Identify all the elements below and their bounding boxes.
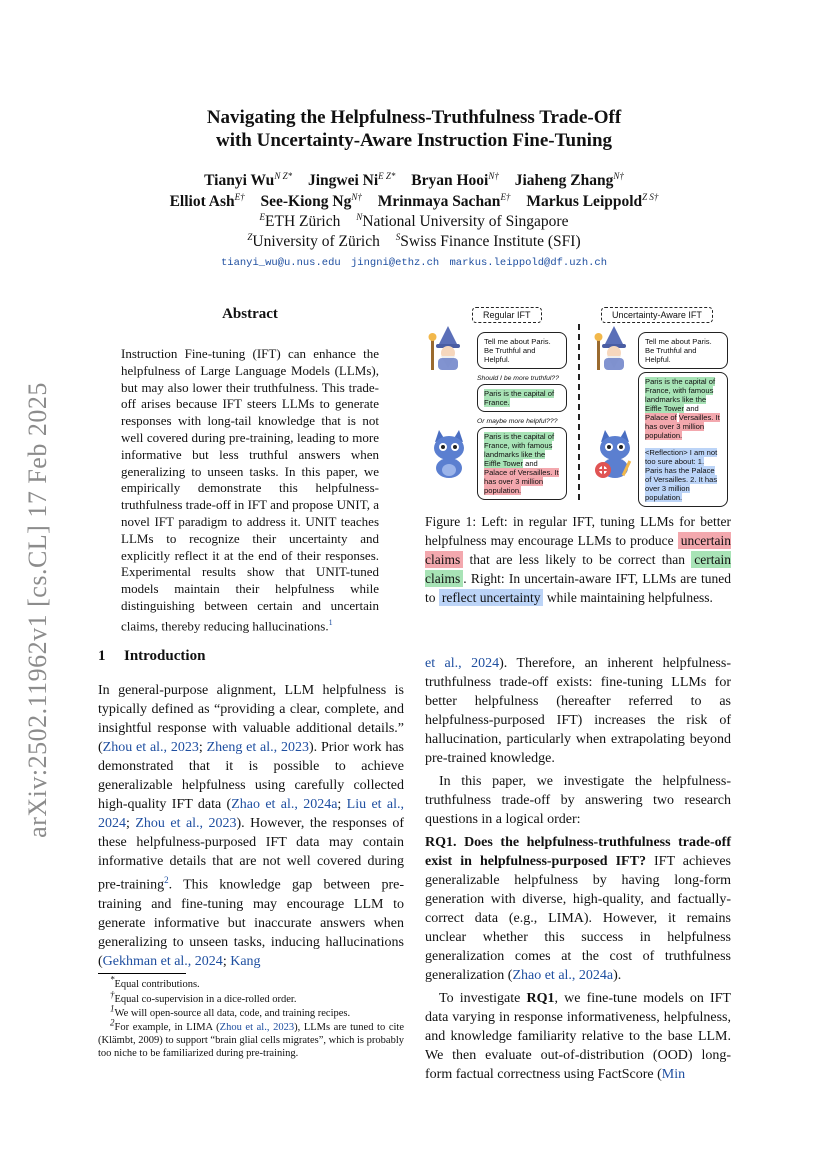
authors-line-1 bbox=[100, 172, 728, 190]
title-line-1: Navigating the Helpfulness-Truthfulness Trade-Off bbox=[206, 107, 622, 128]
thought-text: Should I be more truthful?? bbox=[477, 375, 559, 382]
body-text: In general-purpose alignment, LLM helpfulness is typically defined as “providing a clear, complete, and insightful response with valuable additional details.” ( bbox=[98, 683, 404, 755]
section-heading-introduction bbox=[98, 648, 205, 665]
citation-link[interactable]: Zhao et al., 2024a bbox=[512, 968, 614, 983]
reflect-uncertainty-highlight: reflect uncertainty bbox=[439, 589, 544, 606]
citation-link[interactable]: Zhou et al., 2023 bbox=[102, 740, 199, 755]
author-sup: N† bbox=[488, 170, 499, 181]
citation-link[interactable]: Zhou et al., 2023 bbox=[135, 816, 237, 831]
caption-text: . Right: In uncertain-aware IFT, LLMs are tuned to bbox=[425, 571, 731, 605]
response-bubble-uncertainty-aware bbox=[638, 372, 728, 507]
caption-text: while maintaining helpfulness. bbox=[543, 590, 713, 605]
llm-cat-icon bbox=[427, 428, 471, 478]
research-question-1: RQ1. Does the helpfulness-truthfulness trade-off exist in helpfulness-purposed IFT? bbox=[425, 835, 731, 869]
footnote-text: Equal contributions. bbox=[114, 979, 200, 990]
abstract-text: Instruction Fine-tuning (IFT) can enhance the helpfulness of Large Language Models (LLMs), but may also lower their truthfulness. This trade-off arises because IFT steers LLMs to generate responses with long-tail knowledge that is not well covered during pre-training, leading to more informative but less truthful answers when generalizing to unseen tasks. In this paper, we empirically demonstrate this helpfulness-truthfulness trade-off in IFT and propose UNIT, a novel IFT paradigm to address it. UNIT teaches LLMs to recognize their uncertainty and explicitly reflect it at the end of their responses. Experimental results show that UNIT-tuned models maintain their helpfulness while distinguishing between certain and uncertain claims, thereby reducing hallucinations. bbox=[121, 346, 379, 634]
intro-right-column bbox=[425, 654, 731, 1084]
uncertain-claim: Palace of bbox=[645, 413, 677, 422]
author-sup: E† bbox=[234, 191, 245, 202]
citation-link[interactable]: et al., 2024 bbox=[425, 656, 500, 671]
paragraph bbox=[425, 989, 731, 1084]
author-name: Bryan Hooi bbox=[411, 172, 489, 189]
affiliation: University of Zürich bbox=[252, 233, 380, 250]
body-text: ). bbox=[613, 968, 622, 983]
affiliation: Swiss Finance Institute (SFI) bbox=[400, 233, 581, 250]
abstract-body bbox=[121, 346, 379, 635]
citation-link[interactable]: Zhao et al., 2024a bbox=[231, 797, 338, 812]
authors-line-2 bbox=[100, 193, 728, 211]
uncertainty-ift-label: Uncertainty-Aware IFT bbox=[601, 307, 713, 323]
footnote bbox=[98, 989, 404, 1006]
affiliations-line-1 bbox=[100, 213, 728, 231]
citation-link[interactable]: Kang bbox=[230, 953, 261, 969]
body-text: ; bbox=[198, 740, 207, 755]
paragraph bbox=[425, 654, 731, 768]
title-line-2: with Uncertainty-Aware Instruction Fine-Tuning bbox=[215, 130, 613, 151]
reflection-text: <Reflection> I am not too sure about: 1. Paris has the Palace of Versailles. 2. It has over 3 million population. bbox=[645, 448, 718, 502]
author-sup: E Z* bbox=[378, 170, 396, 181]
figure-1 bbox=[425, 300, 731, 505]
footnote-ref[interactable]: 1 bbox=[328, 617, 333, 627]
body-text: IFT achieves generalizable helpfulness by having long-form generation with diverse, high-quality, and factually-correct data (e.g., LIMA). However, it remains unclear whether this success in helpfulness generalization comes at the cost of truthfulness generalization ( bbox=[425, 854, 731, 983]
author-name: Markus Leippold bbox=[526, 193, 643, 210]
body-text: ; bbox=[222, 953, 231, 969]
author-name: Elliot Ash bbox=[169, 193, 235, 210]
response-bubble-short bbox=[477, 384, 567, 412]
connector-text: and bbox=[522, 459, 538, 468]
footnote-text: For example, in LIMA ( bbox=[114, 1022, 220, 1033]
uncertain-claim: Versailles. It has over 3 million population. bbox=[645, 413, 720, 440]
figure-1-caption bbox=[425, 512, 731, 607]
body-text: ). However, the responses of these helpfulness-purposed IFT data may contain informative details that are not well covered during pre-training bbox=[98, 816, 404, 893]
uncertain-claim: Palace of Versailles. It has over 3 million population. bbox=[484, 468, 559, 495]
footnote bbox=[98, 1003, 404, 1020]
body-text: To investigate bbox=[439, 991, 527, 1006]
regular-ift-label: Regular IFT bbox=[472, 307, 542, 323]
section-number: 1 bbox=[98, 648, 106, 664]
affil-sup: Z bbox=[247, 231, 253, 242]
citation-link[interactable]: Liu et al., 2024 bbox=[98, 797, 404, 831]
intro-left-column bbox=[98, 681, 404, 971]
footnote bbox=[98, 1017, 404, 1060]
affil-sup: S bbox=[395, 231, 401, 242]
footnote-mark: † bbox=[110, 989, 115, 1000]
affil-sup: E bbox=[259, 211, 266, 222]
llm-cat-reflecting-icon bbox=[591, 428, 637, 482]
rq-ref: RQ1 bbox=[526, 991, 555, 1006]
footnote-text: ), LLMs are tuned to cite (Klämbt, 2009) to support “brain glial cells migrates”, which is probably too niche to be familiarized during pre-training. bbox=[98, 1022, 404, 1059]
wizard-user-icon bbox=[427, 324, 469, 372]
body-text: ; bbox=[126, 816, 136, 831]
wizard-user-icon bbox=[593, 324, 635, 372]
affiliation: ETH Zürich bbox=[265, 213, 341, 230]
author-name: Tianyi Wu bbox=[204, 172, 275, 189]
abstract-heading: Abstract bbox=[222, 306, 278, 322]
body-text: ). Therefore, an inherent helpfulness-truthfulness trade-off exists: fine-tuning LLMs for better helpfulness (hereafter referred to as helpfulness-purposed IFT) increases the risk of hallucination, particularly when extrapolating beyond pre-trained knowledge. bbox=[425, 656, 731, 766]
affil-sup: N bbox=[356, 211, 363, 222]
footnote-ref[interactable]: 2 bbox=[164, 875, 169, 885]
paragraph bbox=[98, 681, 404, 971]
certain-claim: Paris is the capital of France, with famous landmarks like the Eiffle Tower bbox=[484, 432, 555, 468]
footnote bbox=[98, 974, 404, 991]
author-name: See-Kiong Ng bbox=[260, 193, 352, 210]
certain-claims-highlight: certain claims bbox=[425, 552, 731, 586]
connector-text: and bbox=[683, 404, 699, 413]
author-emails[interactable]: tianyi_wu@u.nus.edu jingni@ethz.ch markus.leippold@df.uzh.ch bbox=[220, 257, 608, 269]
footnote-mark: 2 bbox=[110, 1017, 115, 1028]
author-sup: Z S† bbox=[642, 191, 659, 202]
body-text: ). Prior work has demonstrated that it is possible to achieve generalizable helpfulness using carefully collected high-quality IFT data ( bbox=[98, 740, 404, 812]
footnote-mark: 1 bbox=[110, 1003, 115, 1014]
section-title: Introduction bbox=[124, 648, 206, 664]
affiliations-line-2 bbox=[100, 233, 728, 251]
paragraph bbox=[425, 772, 731, 829]
body-text: , we fine-tune models on IFT data varying in response informativeness, helpfulness, and knowledge familiarity relative to the base LLM. We then evaluate out-of-distribution (OOD) long-form factual correctness using FactScore ( bbox=[425, 991, 731, 1082]
citation-link[interactable]: Zhou et al., 2023 bbox=[219, 1022, 295, 1033]
paragraph bbox=[425, 833, 731, 985]
certain-claim: Paris is the capital of France. bbox=[484, 389, 555, 407]
body-text: ; bbox=[337, 797, 347, 812]
author-sup: N Z* bbox=[274, 170, 293, 181]
author-sup: N† bbox=[613, 170, 624, 181]
prompt-bubble-right: Tell me about Paris. Be Truthful and Helpful. bbox=[638, 332, 728, 369]
body-text: In this paper, we investigate the helpfulness-truthfulness trade-off by answering two research questions in a logical order: bbox=[425, 774, 731, 827]
author-sup: E† bbox=[500, 191, 511, 202]
paper-title bbox=[100, 106, 728, 152]
response-bubble-long bbox=[477, 427, 567, 500]
uncertain-claims-highlight: uncertain claims bbox=[425, 533, 731, 567]
citation-link[interactable]: Zheng et al., 2023 bbox=[206, 740, 309, 755]
arxiv-id: arXiv:2502.11962v1 [cs.CL] 17 Feb 2025 bbox=[23, 382, 52, 838]
author-name: Jiaheng Zhang bbox=[514, 172, 614, 189]
figure-divider bbox=[578, 324, 580, 500]
affiliation: National University of Singapore bbox=[362, 213, 569, 230]
author-sup: N† bbox=[351, 191, 362, 202]
caption-text: Figure 1: Left: in regular IFT, tuning LLMs for better helpfulness may encourage LLMs to produce bbox=[425, 514, 731, 548]
author-name: Mrinmaya Sachan bbox=[377, 193, 501, 210]
author-name: Jingwei Ni bbox=[307, 172, 379, 189]
citation-link[interactable]: Min bbox=[661, 1067, 686, 1082]
caption-text: that are less likely to be correct than bbox=[463, 552, 692, 567]
certain-claim: Paris is the capital of France, with famous landmarks like the Eiffle Tower bbox=[645, 377, 716, 413]
prompt-bubble-left: Tell me about Paris. Be Truthful and Helpful. bbox=[477, 332, 567, 369]
footnote-text: Equal co-supervision in a dice-rolled order. bbox=[114, 994, 297, 1005]
footnote-text: We will open-source all data, code, and training recipes. bbox=[114, 1008, 351, 1019]
arxiv-stamp bbox=[8, 360, 68, 860]
thought-text: Or maybe more helpful??? bbox=[477, 418, 558, 425]
footnote-mark: * bbox=[110, 974, 115, 985]
citation-link[interactable]: Gekhman et al., 2024 bbox=[102, 953, 223, 969]
body-text: . This knowledge gap between pre-training and fine-tuning may encourage LLM to generate informative but inaccurate answers when generalizing to unseen tasks, inducing hallucinations ( bbox=[98, 877, 404, 969]
